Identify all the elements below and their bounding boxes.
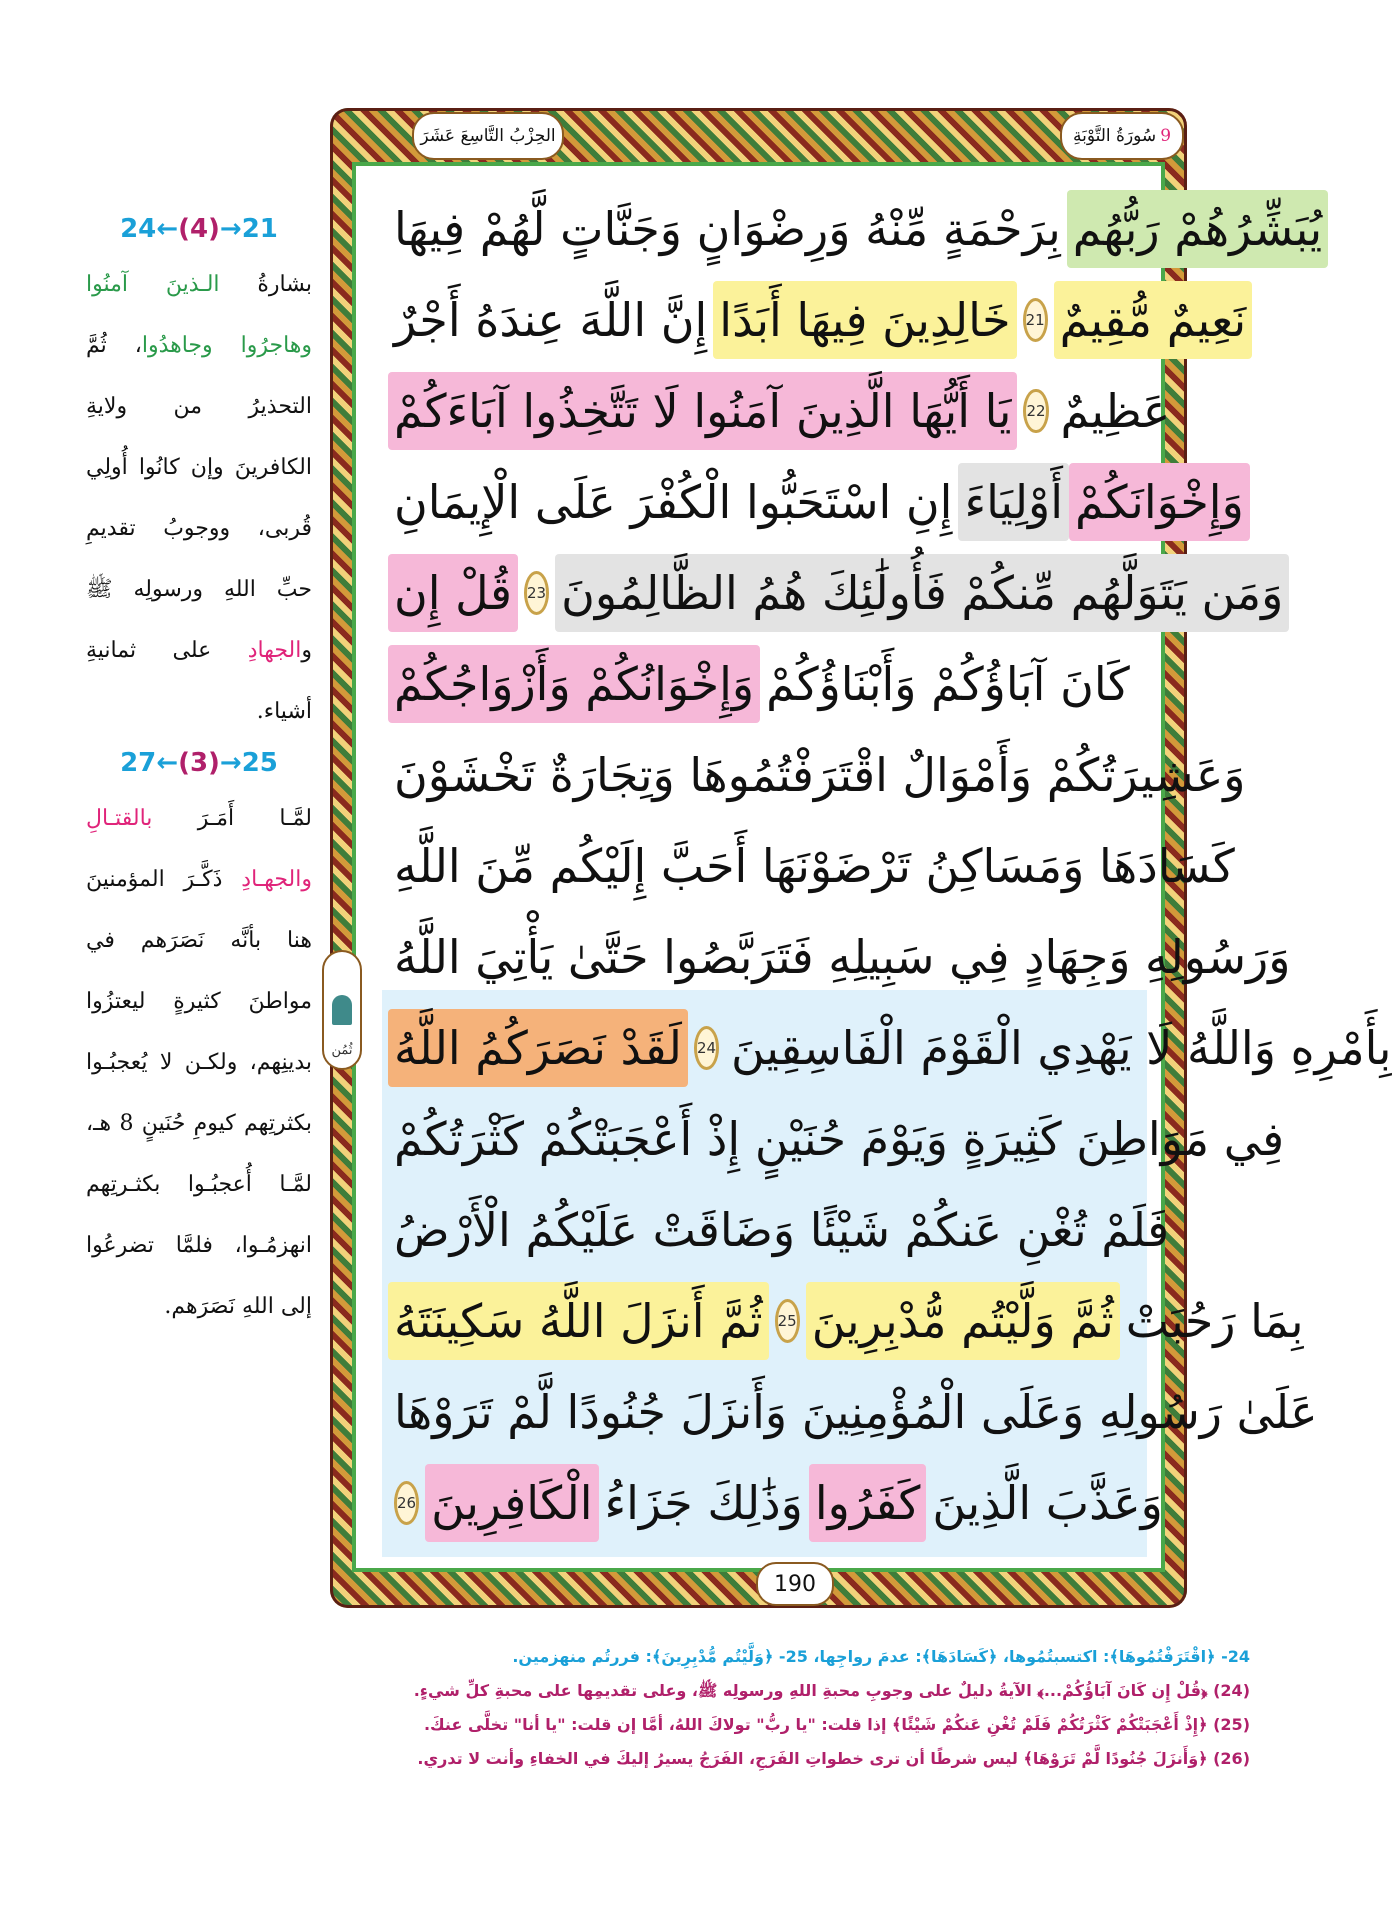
page-number xyxy=(756,1562,834,1606)
ayah-text: وَرَسُولِهِ وَجِهَادٍ فِي سَبِيلِهِ فَتَرَبَّصُوا حَتَّىٰ يَأْتِيَ اللَّهُ xyxy=(394,930,1291,984)
thumun-label: ثُمُن xyxy=(331,1043,353,1058)
hizb-title xyxy=(412,112,564,160)
ayah-text: قُلْ إِن xyxy=(388,554,518,632)
quran-line xyxy=(388,1098,1285,1180)
ayah-text: بِأَمْرِهِ وَاللَّهُ لَا يَهْدِي الْقَوْمَ الْفَاسِقِينَ xyxy=(731,1021,1392,1075)
commentary-block-2 xyxy=(86,788,312,1337)
ayah-text: كَسَادَهَا وَمَسَاكِنُ تَرْضَوْنَهَا أَحَبَّ إِلَيْكُم مِّنَ اللَّهِ xyxy=(394,839,1235,893)
footnote-25: (25) ﴿إِذْ أَعْجَبَتْكُمْ كَثْرَتُكُمْ فَلَمْ تُغْنِ عَنكُمْ شَيْئًا﴾ إذا قلت: "يا ربُّ" تولاكَ اللهُ، أمَّا إن قلت: "يا أنا" تخلَّى عنكَ. xyxy=(423,1715,1250,1734)
quran-line xyxy=(388,1007,1392,1089)
ayah-range-2: 27←(3)→25 xyxy=(120,748,278,778)
quran-line xyxy=(388,1189,1170,1271)
ayah-text: كَانَ آبَاؤُكُمْ وَأَبْنَاؤُكُمْ xyxy=(766,657,1130,711)
thumun-marker xyxy=(322,950,362,1070)
hizb-name: الحِزْبُ التَّاسِعَ عَشَرَ xyxy=(420,126,556,146)
ayah-text: وَذَٰلِكَ جَزَاءُ xyxy=(604,1476,803,1530)
commentary-text: الجهادِ xyxy=(247,638,302,663)
quran-line xyxy=(388,916,1291,998)
ayah-range-1: 24←(4)→21 xyxy=(120,214,278,244)
commentary-text: بالقتـالِ والجهـادِ xyxy=(86,806,312,892)
commentary-text: على ثمانيةِ أشياء. xyxy=(86,638,312,724)
ayah-text: يَا أَيُّهَا الَّذِينَ آمَنُوا لَا تَتَّخِذُوا آبَاءَكُمْ xyxy=(388,372,1017,450)
quran-line xyxy=(388,1280,1304,1362)
ayah-text: نَعِيمٌ مُّقِيمٌ xyxy=(1054,281,1253,359)
commentary-text: بشارةُ xyxy=(219,272,312,297)
quran-line xyxy=(388,1462,1163,1544)
ayah-number-icon: 22 xyxy=(1023,389,1048,433)
ayah-number-icon: 25 xyxy=(775,1299,800,1343)
footnote-vocab: 24- ﴿اقْتَرَفْتُمُوهَا﴾: اكتسبتُمُوها، ﴿كَسَادَهَا﴾: عدمَ رواجِها، 25- ﴿وَلَّيْتُم مُّدْبِرِينَ﴾: فررتُم منهزمين. xyxy=(512,1647,1250,1666)
ayah-number-icon: 21 xyxy=(1023,298,1048,342)
quran-line xyxy=(388,188,1323,270)
ayah-text: بِمَا رَحُبَتْ xyxy=(1125,1294,1304,1348)
quran-line xyxy=(388,552,1284,634)
quran-line xyxy=(388,734,1246,816)
ayah-text: كَفَرُوا xyxy=(809,1464,927,1542)
ayah-text: وَإِخْوَانَكُمْ xyxy=(1069,463,1250,541)
commentary-block-1 xyxy=(86,254,312,742)
ayah-text: ثُمَّ وَلَّيْتُم مُّدْبِرِينَ xyxy=(806,1282,1120,1360)
footnote-26: (26) ﴿وَأَنزَلَ جُنُودًا لَّمْ تَرَوْهَا﴾ ليس شرطًا أن ترى خطواتِ الفَرَجِ، الفَرَجُ يسيرُ إليكَ في الخفاءِ وأنت لا تدري. xyxy=(417,1749,1250,1768)
quran-line xyxy=(388,370,1171,452)
ayah-text: وَإِخْوَانُكُمْ وَأَزْوَاجُكُمْ xyxy=(388,645,760,723)
ayah-text: وَعَشِيرَتُكُمْ وَأَمْوَالٌ اقْتَرَفْتُمُوهَا وَتِجَارَةٌ تَخْشَوْنَ xyxy=(394,748,1246,802)
ayah-text: وَمَن يَتَوَلَّهُم مِّنكُمْ فَأُولَٰئِكَ هُمُ الظَّالِمُونَ xyxy=(555,554,1289,632)
ayah-number-icon: 24 xyxy=(694,1026,719,1070)
page-number-text: 190 xyxy=(774,1571,816,1597)
ayah-text: بِرَحْمَةٍ مِّنْهُ وَرِضْوَانٍ وَجَنَّاتٍ لَّهُمْ فِيهَا xyxy=(394,202,1061,256)
quran-text-area xyxy=(370,180,1392,1560)
commentary-text: ، ثُمَّ التحذيرُ من ولايةِ الكافرينَ وإن كانُوا أُولِي قُربى، ووجوبُ تقديمِ حبِّ اللهِ ورسولِه ﷺ و xyxy=(86,333,312,663)
ayah-text: عَلَىٰ رَسُولِهِ وَعَلَى الْمُؤْمِنِينَ وَأَنزَلَ جُنُودًا لَّمْ تَرَوْهَا xyxy=(394,1385,1318,1439)
ayah-text: خَالِدِينَ فِيهَا أَبَدًا xyxy=(713,281,1016,359)
quran-line xyxy=(388,461,1244,543)
ayah-text: فَلَمْ تُغْنِ عَنكُمْ شَيْئًا وَضَاقَتْ عَلَيْكُمُ الْأَرْضُ xyxy=(394,1203,1170,1257)
ayah-text: فِي مَوَاطِنَ كَثِيرَةٍ وَيَوْمَ حُنَيْنٍ إِذْ أَعْجَبَتْكُمْ كَثْرَتُكُمْ xyxy=(394,1112,1285,1166)
dome-icon xyxy=(332,995,352,1025)
side-commentary xyxy=(86,210,312,1343)
footnote-24: (24) ﴿قُلْ إِن كَانَ آبَاؤُكُمْ...﴾ الآيةُ دليلٌ على وجوبِ محبةِ اللهِ ورسولِه ﷺ، وعلى تقديمِها على محبةِ كلِّ شيءٍ. xyxy=(413,1681,1250,1700)
surah-name: سُورَةُ التَّوْبَةِ xyxy=(1072,126,1157,146)
ayah-text: الْكَافِرِينَ xyxy=(425,1464,598,1542)
ayah-number-icon: 26 xyxy=(394,1481,419,1525)
surah-title xyxy=(1060,112,1184,160)
quran-line xyxy=(388,1371,1318,1453)
footnotes xyxy=(320,1640,1250,1776)
quran-line xyxy=(388,279,1247,361)
ayah-text: إِنَّ اللَّهَ عِندَهُ أَجْرٌ xyxy=(394,293,708,347)
commentary-text: ذَكَّـرَ المؤمنينَ هنا بأنَّه نَصَرَهم في مواطنَ كثيرةٍ ليعتزُوا بدينِهم، ولكـن لا يُعجبُـوا بكثرتِهم كيومِ حُنَينٍ 8 هـ، لمَّـا أُعجبُـوا بكثـرتِهم انهزمُـوا، فلمَّا تضرعُوا إلى اللهِ نَصَرَهم. xyxy=(86,867,312,1319)
ayah-text: يُبَشِّرُهُمْ رَبُّهُم xyxy=(1067,190,1328,268)
quran-line xyxy=(388,825,1235,907)
quran-line xyxy=(388,643,1129,725)
surah-number: 9 xyxy=(1160,126,1172,146)
ayah-text: أَوْلِيَاءَ xyxy=(958,463,1069,541)
ayah-text: إِنِ اسْتَحَبُّوا الْكُفْرَ عَلَى الْإِيمَانِ xyxy=(394,475,953,529)
ayah-text: عَظِيمٌ xyxy=(1060,384,1171,438)
ayah-text: لَقَدْ نَصَرَكُمُ اللَّهُ xyxy=(388,1009,688,1087)
commentary-text: الـذينَ آمنُوا وهاجرُوا وجاهدُوا xyxy=(86,272,312,358)
commentary-text: لمَّـا أَمَـرَ xyxy=(152,806,312,831)
ayah-number-icon: 23 xyxy=(524,571,549,615)
ayah-text: وَعَذَّبَ الَّذِينَ xyxy=(932,1476,1163,1530)
ayah-text: ثُمَّ أَنزَلَ اللَّهُ سَكِينَتَهُ xyxy=(388,1282,769,1360)
